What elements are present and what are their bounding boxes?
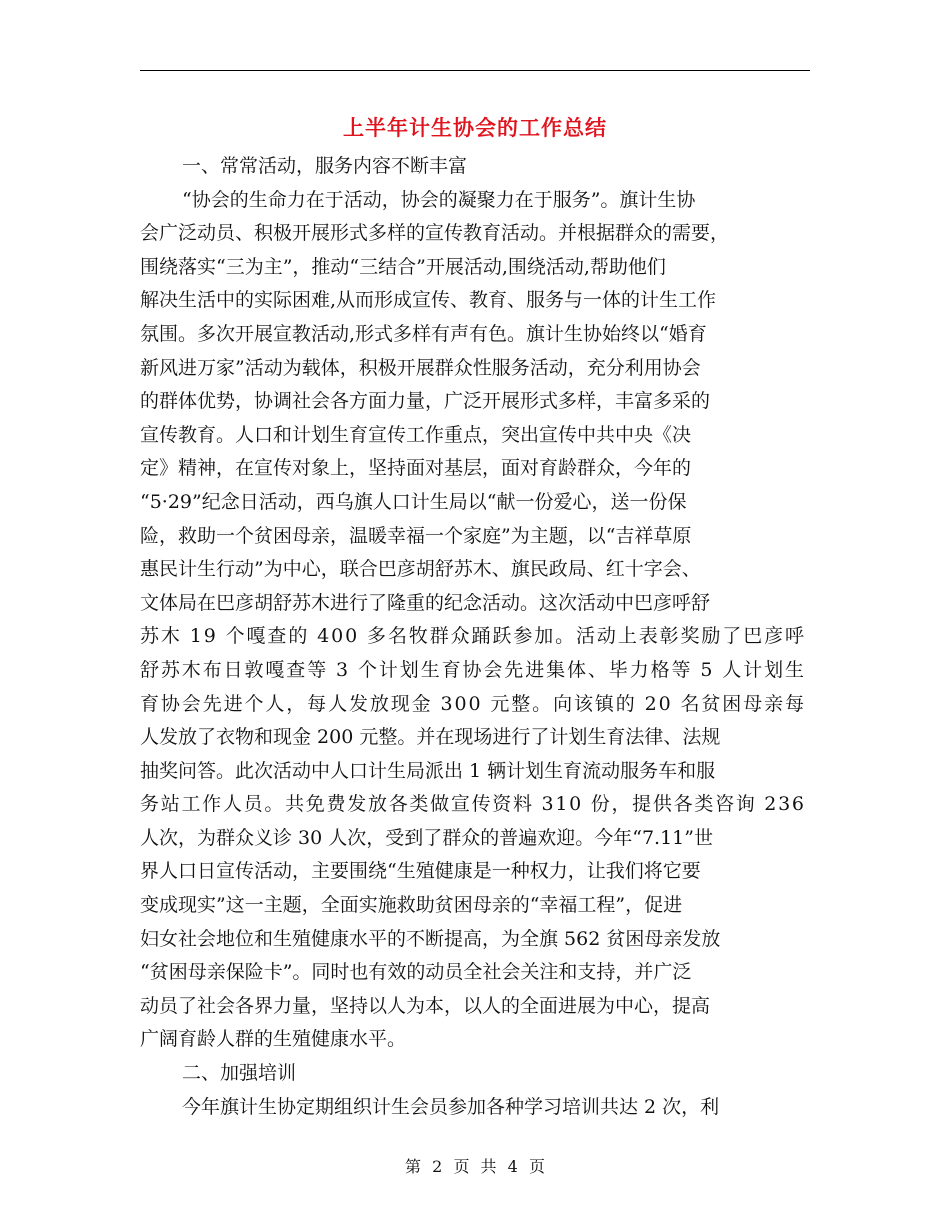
text-line: “贫困母亲保险卡”。同时也有效的动员全社会关注和支持，并广泛: [140, 961, 692, 984]
text-line: 变成现实”这一主题，全面实施救助贫困母亲的“幸福工程”，促进: [140, 894, 683, 917]
footer-label-ye2: 页: [528, 1157, 545, 1176]
text-line: 险，救助一个贫困母亲，温暖幸福一个家庭”为主题，以“吉祥草原: [140, 524, 692, 547]
text-line: 解决生活中的实际困难,从而形成宣传、教育、服务与一体的计生工作: [140, 289, 717, 312]
text-line: 务站工作人员。共免费发放各类做宣传资料 310 份，提供各类咨询 236: [140, 793, 806, 816]
footer-label-di: 第: [405, 1157, 422, 1176]
text-line: 文体局在巴彦胡舒苏木进行了隆重的纪念活动。这次活动中巴彦呼舒: [140, 591, 711, 614]
footer-total-pages: 4: [507, 1157, 518, 1176]
text-line: 的群体优势，协调社会各方面力量，广泛开展形式多样，丰富多采的: [140, 390, 711, 413]
text-line: 二、加强培训: [182, 1062, 297, 1085]
page-footer: [0, 1154, 950, 1177]
text-line: 宣传教育。人口和计划生育宣传工作重点，突出宣传中共中央《决: [140, 423, 692, 446]
footer-current-page: 2: [432, 1157, 443, 1176]
document-body: [140, 150, 804, 1124]
text-line: 人次，为群众义诊 30 人次，受到了群众的普遍欢迎。今年“7.11”世: [140, 826, 713, 849]
text-line: 动员了社会各界力量，坚持以人为本，以人的全面进展为中心，提高: [140, 994, 711, 1017]
text-line: “协会的生命力在于活动，协会的凝聚力在于服务”。旗计生协: [182, 188, 696, 211]
text-line: “5·29”纪念日活动，西乌旗人口计生局以“献一份爱心，送一份保: [140, 490, 687, 513]
text-line: 一、常常活动，服务内容不断丰富: [182, 155, 468, 177]
header-rule: [140, 70, 810, 71]
footer-label-ye: 页: [453, 1157, 470, 1176]
text-line: 舒苏木布日敦嘎查等 3 个计划生育协会先进集体、毕力格等 5 人计划生: [140, 658, 806, 681]
text-line: 围绕落实“三为主”，推动“三结合”开展活动,围绕活动,帮助他们: [140, 255, 666, 278]
document-title: 上半年计生协会的工作总结: [343, 115, 607, 140]
text-line: 界人口日宣传活动，主要围绕“生殖健康是一种权力，让我们将它要: [140, 860, 701, 883]
text-line: 抽奖问答。此次活动中人口计生局派出 1 辆计划生育流动服务车和服: [140, 759, 716, 782]
text-line: 人发放了衣物和现金 200 元整。并在现场进行了计划生育法律、法规: [140, 726, 721, 749]
text-line: 妇女社会地位和生殖健康水平的不断提高，为全旗 562 贫困母亲发放: [140, 927, 721, 950]
text-line: 广阔育龄人群的生殖健康水平。: [140, 1028, 407, 1051]
text-line: 今年旗计生协定期组织计生会员参加各种学习培训共达 2 次，利: [182, 1095, 720, 1118]
footer-label-gong: 共: [480, 1157, 497, 1176]
text-line: 新风进万家”活动为载体，积极开展群众性服务活动，充分利用协会: [140, 356, 701, 379]
text-line: 苏木 19 个嘎查的 400 多名牧群众踊跃参加。活动上表彰奖励了巴彦呼: [140, 625, 806, 648]
text-line: 育协会先进个人，每人发放现金 300 元整。向该镇的 20 名贫困母亲每: [140, 692, 806, 715]
text-line: 惠民计生行动”为中心，联合巴彦胡舒苏木、旗民政局、红十字会、: [140, 558, 701, 581]
text-line: 氛围。多次开展宣教活动,形式多样有声有色。旗计生协始终以“婚育: [140, 322, 707, 345]
text-line: 会广泛动员、积极开展形式多样的宣传教育活动。并根据群众的需要，: [140, 222, 730, 245]
text-line: 定》精神，在宣传对象上，坚持面对基层，面对育龄群众，今年的: [140, 457, 692, 480]
